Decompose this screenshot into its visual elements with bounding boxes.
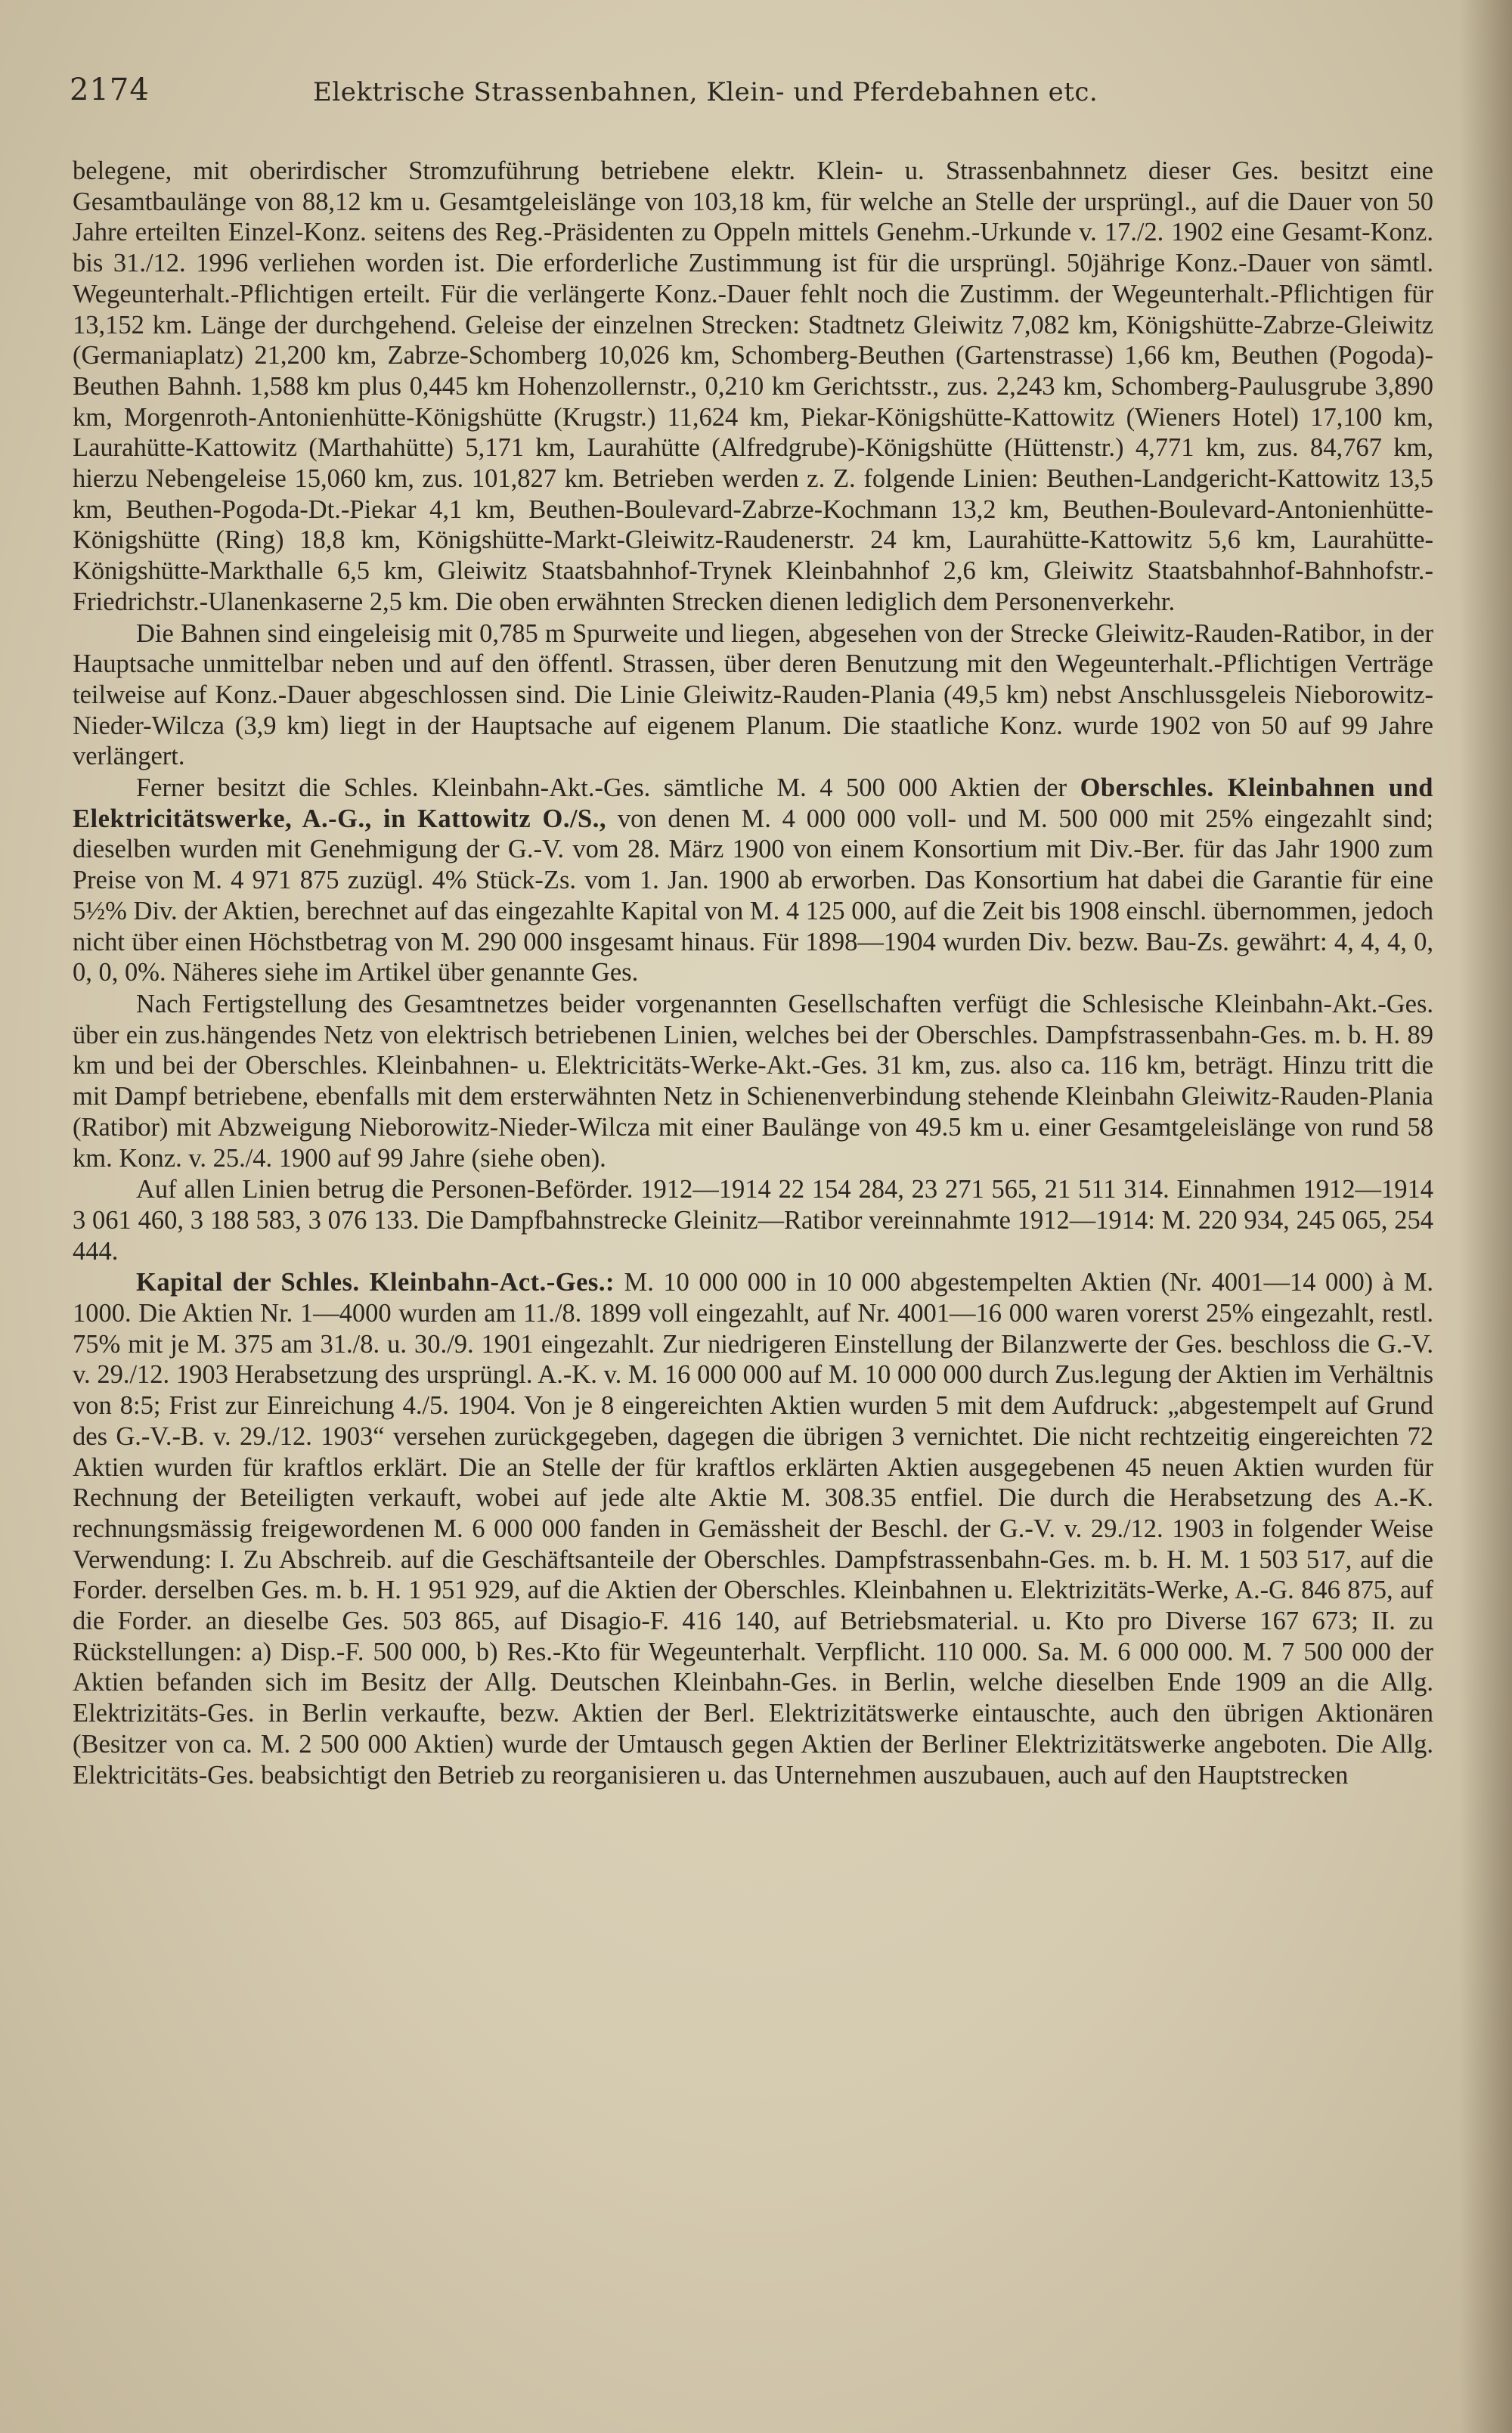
paragraph-traffic: Auf allen Linien betrug die Personen-Beförder. 1912—1914 22 154 284, 23 271 565, 21 511 314. Einnahmen 1912—1914 3 061 460, 3 188 583, 3 076 133. Die Dampfbahnstrecke Gleinitz—Ratibor vereinnahmte 1912—1914: M. 220 934, 245 065, 254 444.: [73, 1175, 1433, 1266]
paragraph-routes: belegene, mit oberirdischer Stromzuführung betriebene elektr. Klein- u. Strassenbahnnetz dieser Ges. besitzt eine Gesamtbaulänge von 88,12 km u. Gesamtgeleislänge von 103,18 km, für welche an Stelle der ursprüngl., auf die Dauer von 50 Jahre erteilten Einzel-Konz. seitens des Reg.-Präsidenten zu Oppeln mittels Genehm.-Urkunde v. 17./2. 1902 eine Gesamt-Konz. bis 31./12. 1996 verliehen worden ist. Die erforderliche Zustimmung ist für die ursprüngl. 50jährige Konz.-Dauer von sämtl. Wegeunterhalt.-Pflichtigen erteilt. Für die verlängerte Konz.-Dauer fehlt noch die Zustimm. der Wegeunterhalt.-Pflichtigen für 13,152 km. Länge der durchgehend. Geleise der einzelnen Strecken: Stadtnetz Gleiwitz 7,082 km, Königshütte-Zabrze-Gleiwitz (Germaniaplatz) 21,200 km, Zabrze-Schomberg 10,026 km, Schomberg-Beuthen (Gartenstrasse) 1,66 km, Beuthen (Pogoda)-Beuthen Bahnh. 1,588 km plus 0,445 km Hohenzollernstr., 0,210 km Gerichtsstr., zus. 2,243 km, Schomberg-Paulusgrube 3,890 km, Morgenroth-Antonienhütte-Königshütte (Krugstr.) 11,624 km, Piekar-Königshütte-Kattowitz (Wieners Hotel) 17,100 km, Laurahütte-Kattowitz (Marthahütte) 5,171 km, Laurahütte (Alfredgrube)-Königshütte (Hüttenstr.) 4,771 km, zus. 84,767 km, hierzu Nebengeleise 15,060 km, zus. 101,827 km. Betrieben werden z. Z. folgende Linien: Beuthen-Landgericht-Kattowitz 13,5 km, Beuthen-Pogoda-Dt.-Piekar 4,1 km, Beuthen-Boulevard-Zabrze-Kochmann 13,2 km, Beuthen-Boulevard-Antonienhütte-Königshütte (Ring) 18,8 km, Königshütte-Markt-Gleiwitz-Raudenerstr. 24 km, Laurahütte-Kattowitz 5,6 km, Laurahütte-Königshütte-Markthalle 6,5 km, Gleiwitz Staatsbahnhof-Trynek Kleinbahnhof 2,6 km, Gleiwitz Staatsbahnhof-Bahnhofstr.-Friedrichstr.-Ulanenkaserne 2,5 km. Die oben erwähnten Strecken dienen lediglich dem Personenverkehr.: [73, 157, 1433, 616]
page-number: 2174: [70, 73, 150, 107]
running-title: Elektrische Strassenbahnen, Klein- und Pferdebahnen etc.: [313, 77, 1098, 107]
page-header: [70, 73, 1430, 118]
paragraph-capital-body: M. 10 000 000 in 10 000 abgestempelten Aktien (Nr. 4001—14 000) à M. 1000. Die Aktien Nr. 1—4000 wurden am 11./8. 1899 voll eingezahlt, auf Nr. 4001—16 000 waren vorerst 25% eingezahlt, restl. 75% mit je M. 375 am 31./8. u. 30./9. 1901 eingezahlt. Zur niedrigeren Einstellung der Bilanzwerte der Ges. beschloss die G.-V. v. 29./12. 1903 Herabsetzung des ursprüngl. A.-K. v. M. 16 000 000 auf M. 10 000 000 durch Zus.legung der Aktien im Verhältnis von 8:5; Frist zur Einreichung 4./5. 1904. Von je 8 eingereichten Aktien wurden 5 mit dem Aufdruck: „abgestempelt auf Grund des G.-V.-B. v. 29./12. 1903“ versehen zurückgegeben, dagegen die übrigen 3 vernichtet. Die nicht rechtzeitig eingereichten 72 Aktien wurden für kraftlos erklärt. Die an Stelle der für kraftlos erklärten Aktien ausgegebenen 45 neuen Aktien wurden für Rechnung der Beteiligten verkauft, wobei auf jede alte Aktie M. 308.35 entfiel. Die durch die Herabsetzung des A.-K. rechnungsmässig freigewordenen M. 6 000 000 fanden in Gemässheit der Beschl. der G.-V. v. 29./12. 1903 in folgender Weise Verwendung: I. Zu Abschreib. auf die Geschäftsanteile der Oberschles. Dampfstrassenbahn-Ges. m. b. H. M. 1 503 517, auf die Forder. derselben Ges. m. b. H. 1 951 929, auf die Aktien der Oberschles. Kleinbahnen u. Elektrizitäts-Werke, A.-G. 846 875, auf die Forder. an dieselbe Ges. 503 865, auf Disagio-F. 416 140, auf Betriebsmaterial. u. Kto pro Diverse 167 673; II. zu Rückstellungen: a) Disp.-F. 500 000, b) Res.-Kto für Wegeunterhalt. Verpflicht. 110 000. Sa. M. 6 000 000. M. 7 500 000 der Aktien befanden sich im Besitz der Allg. Deutschen Kleinbahn-Ges. in Berlin, welche dieselben Ende 1909 an die Allg. Elektrizitäts-Ges. in Berlin verkaufte, bezw. Aktien der Berl. Elektrizitätswerke eintauschte, auch den übrigen Aktionären (Besitzer von ca. M. 2 500 000 Aktien) wurde der Umtausch gegen Aktien der Berliner Elektrizitätswerke angeboten. Die Allg. Elektricitäts-Ges. beabsichtigt den Betrieb zu reorganisieren u. das Unternehmen auszubauen, auch auf den Hauptstrecken: [73, 1268, 1433, 1790]
paragraph-gauge: Die Bahnen sind eingeleisig mit 0,785 m Spurweite und liegen, abgesehen von der Strecke Gleiwitz-Rauden-Ratibor, in der Hauptsache unmittelbar neben und auf den öffentl. Strassen, über deren Benutzung mit den Wegeunterhalt.-Pflichtigen Verträge teilweise auf Konz.-Dauer abgeschlossen sind. Die Linie Gleiwitz-Rauden-Plania (49,5 km) nebst Anschlussgeleis Nieborowitz-Nieder-Wilcza (3,9 km) liegt in der Hauptsache auf eigenem Planum. Die staatliche Konz. wurde 1902 von 50 auf 99 Jahre verlängert.: [73, 618, 1433, 771]
body-text: [73, 156, 1433, 1790]
paragraph-kattowitz-body: von denen M. 4 000 000 voll- und M. 500 000 mit 25% eingezahlt sind; dieselben wurden mit Genehmigung der G.-V. vom 28. März 1900 von einem Konsortium mit Div.-Ber. für das Jahr 1900 zum Preise von M. 4 971 875 zuzügl. 4% Stück-Zs. vom 1. Jan. 1900 ab erworben. Das Konsortium hat dabei die Garantie für eine 5½% Div. der Aktien, berechnet auf das eingezahlte Kapital von M. 4 125 000, auf die Zeit bis 1908 einschl. übernommen, jedoch nicht über einen Höchstbetrag von M. 290 000 insgesamt hinaus. Für 1898—1904 wurden Div. bezw. Bau-Zs. gewährt: 4, 4, 4, 0, 0, 0, 0%. Näheres siehe im Artikel über genannte Ges.: [73, 804, 1434, 987]
paragraph-capital: [73, 1267, 1433, 1790]
paragraph-network: Nach Fertigstellung des Gesamtnetzes beider vorgenannten Gesellschaften verfügt die Schlesische Kleinbahn-Akt.-Ges. über ein zus.hängendes Netz von elektrisch betriebenen Linien, welches bei der Oberschles. Dampfstrassenbahn-Ges. m. b. H. 89 km und bei der Oberschles. Kleinbahnen- u. Elektricitäts-Werke-Akt.-Ges. 31 km, zus. also ca. 116 km, beträgt. Hinzu tritt die mit Dampf betriebene, ebenfalls mit dem ersterwähnten Netz in Schienenverbindung stehende Kleinbahn Gleiwitz-Rauden-Plania (Ratibor) mit Abzweigung Nieborowitz-Nieder-Wilcza mit einer Baulänge von 49.5 km u. einer Gesamtgeleislänge von rund 58 km. Konz. v. 25./4. 1900 auf 99 Jahre (siehe oben).: [73, 989, 1433, 1173]
paragraph-kattowitz: [73, 773, 1433, 988]
paragraph-kattowitz-intro: Ferner besitzt die Schles. Kleinbahn-Akt.-Ges. sämtliche M. 4 500 000 Aktien der: [136, 773, 1067, 803]
capital-heading: Kapital der Schles. Kleinbahn-Act.-Ges.:: [136, 1268, 615, 1297]
page-edge-shadow: [1459, 0, 1512, 2433]
company-name-kattowitz: Oberschles. Kleinbahnen und Elektricitätswerke, A.-G., in Kattowitz O./S.,: [73, 773, 1433, 833]
